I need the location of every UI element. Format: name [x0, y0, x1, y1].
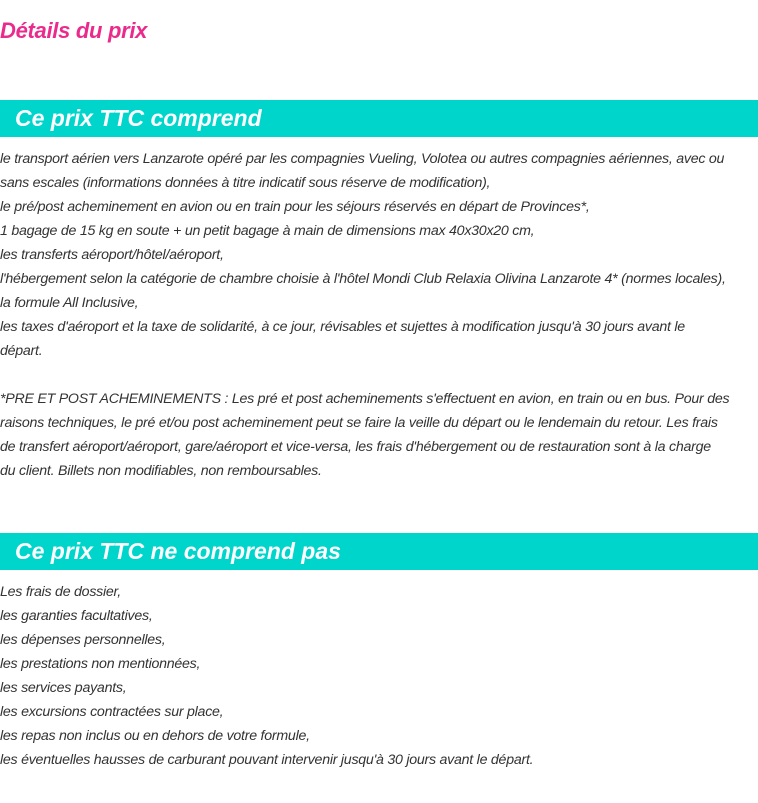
includes-line: les transferts aéroport/hôtel/aéroport, [0, 247, 224, 263]
includes-line: le pré/post acheminement en avion ou en train pour les séjours réservés en départ de Provinces*, [0, 199, 590, 215]
page-title: Détails du prix [0, 18, 148, 43]
includes-line: les taxes d'aéroport et la taxe de solidarité, à ce jour, révisables et sujettes à modification jusqu'à 30 jours avant le [0, 319, 685, 335]
excludes-section-header: Ce prix TTC ne comprend pas [0, 533, 758, 570]
excludes-line: Les frais de dossier, [0, 584, 121, 600]
includes-list [0, 147, 758, 363]
note-line: raisons techniques, le pré et/ou post acheminement peut se faire la veille du départ ou le lendemain du retour. Les frais [0, 415, 718, 431]
excludes-line: les garanties facultatives, [0, 608, 153, 624]
includes-line: sans escales (informations données à titre indicatif sous réserve de modification), [0, 175, 491, 191]
prepost-note [0, 387, 758, 483]
includes-line: départ. [0, 343, 43, 359]
excludes-list [0, 580, 758, 772]
excludes-line: les services payants, [0, 680, 127, 696]
includes-line: l'hébergement selon la catégorie de chambre choisie à l'hôtel Mondi Club Relaxia Olivina Lanzarote 4* (normes locales), [0, 271, 726, 287]
includes-line: 1 bagage de 15 kg en soute + un petit bagage à main de dimensions max 40x30x20 cm, [0, 223, 535, 239]
note-line: *PRE ET POST ACHEMINEMENTS : Les pré et post acheminements s'effectuent en avion, en train ou en bus. Pour des [0, 391, 730, 407]
note-line: de transfert aéroport/aéroport, gare/aéroport et vice-versa, les frais d'hébergement ou de restauration sont à la charge [0, 439, 711, 455]
excludes-line: les éventuelles hausses de carburant pouvant intervenir jusqu'à 30 jours avant le départ. [0, 752, 534, 768]
excludes-line: les prestations non mentionnées, [0, 656, 201, 672]
excludes-line: les excursions contractées sur place, [0, 704, 224, 720]
note-line: du client. Billets non modifiables, non remboursables. [0, 463, 322, 479]
includes-line: la formule All Inclusive, [0, 295, 139, 311]
excludes-line: les repas non inclus ou en dehors de votre formule, [0, 728, 310, 744]
includes-line: le transport aérien vers Lanzarote opéré par les compagnies Vueling, Volotea ou autres compagnies aériennes, avec ou [0, 151, 725, 167]
includes-section-header: Ce prix TTC comprend [0, 100, 758, 137]
excludes-line: les dépenses personnelles, [0, 632, 166, 648]
